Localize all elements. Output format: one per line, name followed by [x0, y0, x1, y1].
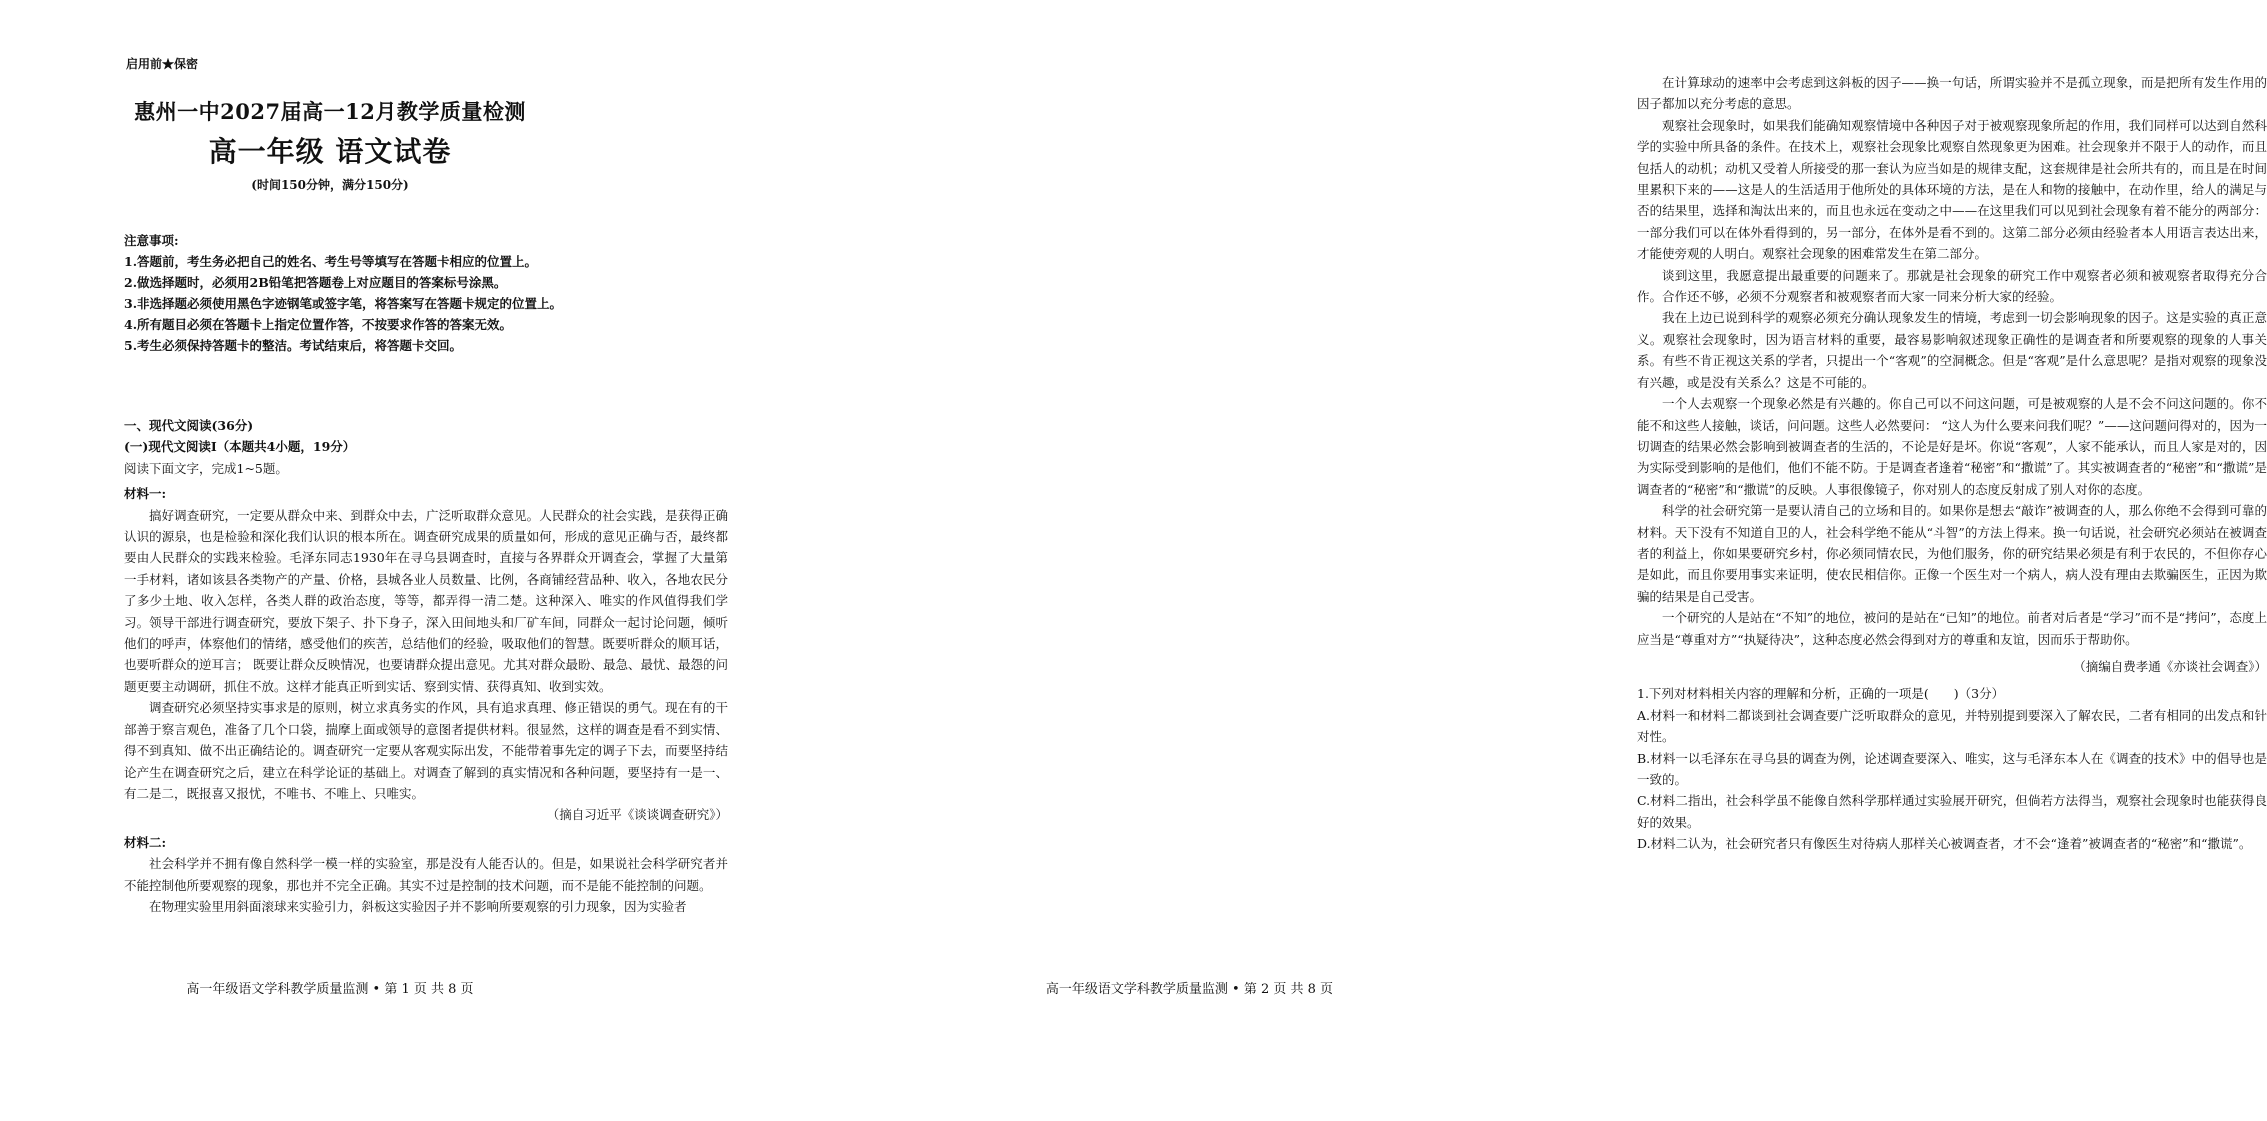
notes-item: 1.答题前，考生务必把自己的姓名、考生号等填写在答题卡相应的位置上。 — [124, 254, 538, 269]
confidential-mark: 启用前★保密 — [126, 57, 199, 71]
section-heading: 一、现代文阅读(36分) — [124, 418, 254, 433]
material-2-paragraph: 在物理实验里用斜面滚球来实验引力，斜板这实验因子并不影响所要观察的引力现象，因为实验者 — [149, 898, 687, 914]
material-2-paragraph: 科学的社会研究第一是要认清自己的立场和目的。如果你是想去“敲诈”被调查的人，那么你绝不会得到可靠的材料。天下没有不知道自卫的人，社会科学绝不能从“斗智”的方法上得来。换一句话说，社会研究必须站在被调查者的利益上，你如果要研究乡村，你必须同情农民，为他们服务，你的研究结果必须是有利于农民的，不但你存心是如此，而且你要用事实来证明，使农民相信你。正像一个医生对一个病人，病人没有理由去欺骗医生，正因为欺骗的结果是自己受害。 — [1637, 503, 2267, 604]
question-1-stem: 1.下列对材料相关内容的理解和分析，正确的一项是( )（3分） — [1637, 686, 2005, 702]
notes-item: 4.所有题目必须在答题卡上指定位置作答，不按要求作答的答案无效。 — [124, 317, 513, 332]
exam-page-1 — [0, 0, 793, 1121]
subsection-heading: (一)现代文阅读Ⅰ（本题共4小题，19分） — [124, 439, 356, 455]
notes-item: 2.做选择题时，必须用2B铅笔把答题卷上对应题目的答案标号涂黑。 — [124, 275, 507, 290]
reading-instruction: 阅读下面文字，完成1~5题。 — [124, 460, 288, 476]
notes-item: 3.非选择题必须使用黑色字迹钢笔或签字笔，将答案写在答题卡规定的位置上。 — [124, 296, 563, 311]
material-2-paragraph: 社会科学并不拥有像自然科学一模一样的实验室，那是没有人能否认的。但是，如果说社会科学研究者并不能控制他所要观察的现象，那也并不完全正确。其实不过是控制的技术问题，而不是能不能控制的问题。 — [124, 856, 728, 893]
exam-notes — [124, 230, 704, 356]
material-2-label: 材料二: — [124, 834, 167, 850]
material-1-label: 材料一: — [124, 486, 167, 502]
material-2-paragraph: 我在上边已说到科学的观察必须充分确认现象发生的情境，考虑到一切会影响现象的因子。这是实验的真正意义。观察社会现象时，因为语言材料的重要，最容易影响叙述现象正确性的是调查者和所要观察的现象的人事关系。有些不肯正视这关系的学者，只提出一个“客观”的空洞概念。但是“客观”是什么意思呢？是指对观察的现象没有兴趣，或是没有关系么？这是不可能的。 — [1637, 310, 2267, 390]
notes-item: 5.考生必须保持答题卡的整洁。考试结束后，将答题卡交回。 — [124, 338, 463, 353]
exam-time-note: (时间150分钟，满分150分) — [251, 178, 409, 192]
material-2-paragraph: 一个人去观察一个现象必然是有兴趣的。你自己可以不问这问题，可是被观察的人是不会不问这问题的。你不能不和这些人接触，谈话，问问题。这些人必然要问： “这人为什么要来问我们呢？”——这问题问得对的，因为一切调查的结果必然会影响到被调查者的生活的，不论是好是坏。你说“客观”，人家不能承认，而且人家是对的，因为实际受到影响的是他们，他们不能不防。于是调查者逢着“秘密”和“撒谎”了。其实被调查者的“秘密”和“撒谎”是调查者的“秘密”和“撒谎”的反映。人事很像镜子，你对别人的态度反射成了别人对你的态度。 — [1637, 396, 2267, 497]
exam-title-line1: 惠州一中2027届高一12月教学质量检测 — [134, 99, 526, 124]
material-2-paragraph: 一个研究的人是站在“不知”的地位，被问的是站在“已知”的地位。前者对后者是“学习”而不是“拷问”，态度上应当是“尊重对方”“执疑待决”，这种态度必然会得到对方的尊重和友谊，因而乐于帮助你。 — [1637, 610, 2267, 647]
material-1-source: （摘自习近平《谈谈调查研究》） — [546, 807, 728, 823]
material-2-paragraph: 观察社会现象时，如果我们能确知观察情境中各种因子对于被观察现象所起的作用，我们同样可以达到自然科学的实验中所具备的条件。在技术上，观察社会现象比观察自然现象更为困难。社会现象并不限于人的动作，而且包括人的动机；动机又受着人所接受的那一套认为应当如是的规律支配，这套规律是社会所共有的，而且是在时间里累积下来的——这是人的生活适用于他所处的具体环境的方法，是在人和物的接触中，在动作里，给人的满足与否的结果里，选择和淘汰出来的，而且也永远在变动之中——在这里我们可以见到社会现象有着不能分的两部分：一部分我们可以在体外看得到的，另一部分，在体外是看不到的。这第二部分必须由经验者本人用语言表达出来，才能使旁观的人明白。观察社会现象的困难常发生在第二部分。 — [1637, 117, 2267, 262]
question-1-option-c: C.材料二指出，社会科学虽不能像自然科学那样通过实验展开研究，但倘若方法得当，观察社会现象时也能获得良好的效果。 — [1637, 793, 2267, 830]
exam-page-2 — [793, 0, 2267, 1121]
page-footer: 高一年级语文学科教学质量监测 • 第 1 页 共 8 页 — [186, 982, 474, 997]
material-2-paragraph: 在计算球动的速率中会考虑到这斜板的因子——换一句话，所谓实验并不是孤立现象，而是把所有发生作用的因子都加以充分考虑的意思。 — [1637, 75, 2267, 112]
material-1-paragraph: 搞好调查研究，一定要从群众中来、到群众中去，广泛听取群众意见。人民群众的社会实践，是获得正确认识的源泉，也是检验和深化我们认识的根本所在。调查研究成果的质量如何，形成的意见正确与否，最终都要由人民群众的实践来检验。毛泽东同志1930年在寻乌县调查时，直接与各界群众开调查会，掌握了大量第一手材料，诸如该县各类物产的产量、价格，县城各业人员数量、比例，各商铺经营品种、收入，各地农民分了多少土地、收入怎样，各类人群的政治态度，等等，都弄得一清二楚。这种深入、唯实的作风值得我们学习。领导干部进行调查研究，要放下架子、扑下身子，深入田间地头和厂矿车间，同群众一起讨论问题，倾听他们的呼声，体察他们的情绪，感受他们的疾苦，总结他们的经验，吸取他们的智慧。既要听群众的顺耳话，也要听群众的逆耳言； 既要让群众反映情况，也要请群众提出意见。尤其对群众最盼、最急、最忧、最怨的问题更要主动调研，抓住不放。这样才能真正听到实话、察到实情、获得真知、收到实效。 — [124, 507, 728, 694]
material-1-paragraph: 调查研究必须坚持实事求是的原则，树立求真务实的作风，具有追求真理、修正错误的勇气。现在有的干部善于察言观色，准备了几个口袋，揣摩上面或领导的意图者提供材料。很显然，这样的调查是看不到实情、得不到真知、做不出正确结论的。调查研究一定要从客观实际出发，不能带着事先定的调子下去，而要坚持结论产生在调查研究之后，建立在科学论证的基础上。对调查了解到的真实情况和各种问题，要坚持有一是一、有二是二，既报喜又报忧，不唯书、不唯上、只唯实。 — [124, 700, 728, 801]
reading-column-left — [124, 415, 728, 917]
question-1-option-a: A.材料一和材料二都谈到社会调查要广泛听取群众的意见，并特别提到要深入了解农民，二者有相同的出发点和针对性。 — [1637, 707, 2267, 745]
reading-column-right — [1637, 72, 2267, 855]
exam-title-line2: 高一年级 语文试卷 — [208, 135, 452, 168]
material-2-paragraph: 谈到这里，我愿意提出最重要的问题来了。那就是社会现象的研究工作中观察者必须和被观察者取得充分合作。合作还不够，必须不分观察者和被观察者而大家一同来分析大家的经验。 — [1637, 267, 2267, 305]
material-2-source: （摘编自费孝通《亦谈社会调查》） — [2073, 658, 2267, 674]
question-1-option-b: B.材料一以毛泽东在寻乌县的调查为例，论述调查要深入、唯实，这与毛泽东本人在《调查的技术》中的倡导也是一致的。 — [1637, 750, 2267, 787]
page-footer: 高一年级语文学科教学质量监测 • 第 2 页 共 8 页 — [1045, 982, 1334, 997]
question-1-option-d: D.材料二认为，社会研究者只有像医生对待病人那样关心被调查者，才不会“逢着”被调查者的“秘密”和“撒谎”。 — [1637, 836, 2252, 852]
notes-heading: 注意事项: — [124, 233, 179, 248]
